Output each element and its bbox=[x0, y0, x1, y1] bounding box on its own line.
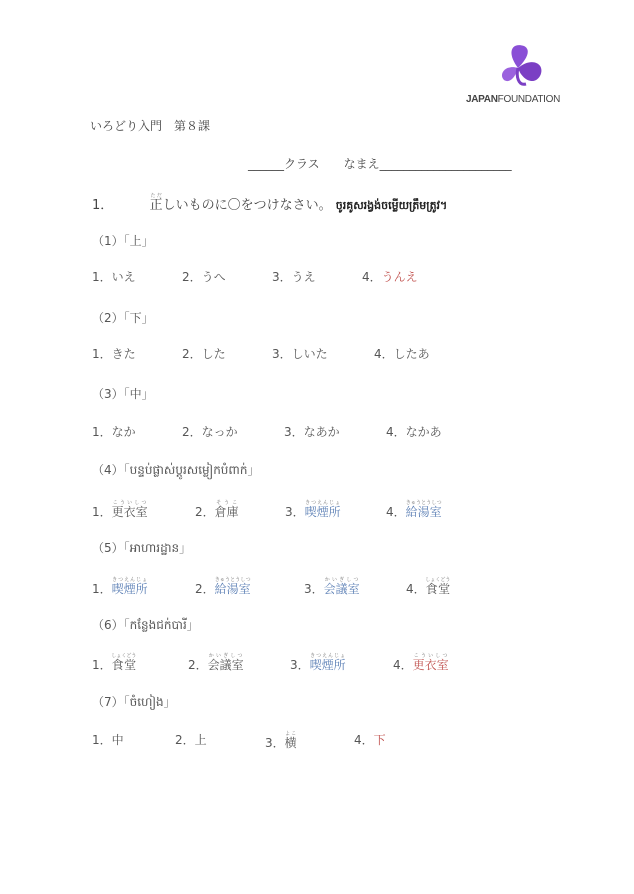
option-text: 給湯室きゅうとうしつ bbox=[405, 500, 442, 519]
answer-option[interactable] bbox=[195, 577, 251, 597]
item-label: （1）「上」 bbox=[92, 234, 154, 248]
lesson-title: いろどり入門 第８課 bbox=[90, 119, 211, 133]
answer-option[interactable] bbox=[175, 731, 207, 748]
item-label: （4）「បន្ទប់ផ្លាស់ប្ដូរសម្លៀកបំពាក់」 bbox=[92, 463, 260, 477]
answer-option[interactable] bbox=[362, 268, 418, 285]
option-text: なかあ bbox=[405, 425, 442, 439]
answer-option[interactable] bbox=[265, 731, 297, 751]
option-number: 1． bbox=[92, 270, 112, 284]
option-text: 食堂しょくどう bbox=[425, 577, 451, 596]
option-text: 喫煙所きつえんじょ bbox=[111, 577, 148, 596]
option-number: 1． bbox=[92, 733, 112, 747]
option-number: 3． bbox=[265, 736, 285, 750]
answer-option[interactable] bbox=[393, 653, 449, 673]
answer-option[interactable] bbox=[188, 653, 244, 673]
answer-option[interactable] bbox=[354, 731, 386, 748]
item-label: （7）「ចំហៀង」 bbox=[92, 695, 176, 709]
japan-foundation-logo bbox=[466, 42, 561, 108]
option-number: 2． bbox=[182, 425, 202, 439]
option-text: 喫煙所きつえんじょ bbox=[304, 500, 341, 519]
option-text: 会議室かいぎしつ bbox=[323, 577, 360, 596]
option-number: 3． bbox=[272, 270, 292, 284]
option-text: うへ bbox=[201, 270, 226, 284]
option-text: なか bbox=[111, 425, 136, 439]
option-text: 下 bbox=[373, 733, 386, 747]
option-text: 喫煙所きつえんじょ bbox=[309, 653, 346, 672]
option-text: 倉庫そうこ bbox=[214, 500, 239, 519]
option-text: うえ bbox=[291, 270, 316, 284]
option-text: 給湯室きゅうとうしつ bbox=[214, 577, 251, 596]
option-number: 2． bbox=[195, 505, 215, 519]
item-label: （2）「下」 bbox=[92, 311, 154, 325]
class-name-line: ______クラス なまえ______________________ bbox=[248, 157, 512, 171]
option-text: 会議室かいぎしつ bbox=[207, 653, 244, 672]
option-number: 1． bbox=[92, 347, 112, 361]
answer-option[interactable] bbox=[92, 731, 124, 748]
option-number: 4． bbox=[406, 582, 426, 596]
answer-option[interactable] bbox=[290, 653, 346, 673]
option-number: 4． bbox=[393, 658, 413, 672]
option-number: 4． bbox=[354, 733, 374, 747]
question-number: 1． bbox=[92, 198, 114, 213]
logo-text: JAPANFOUNDATION bbox=[466, 94, 561, 105]
item-label: （6）「កន្លែងជក់បារី」 bbox=[92, 618, 199, 632]
item-label: （5）「អាហារដ្ឋាន」 bbox=[92, 541, 192, 555]
answer-option[interactable] bbox=[92, 345, 136, 362]
option-number: 4． bbox=[362, 270, 382, 284]
answer-option[interactable] bbox=[92, 268, 136, 285]
option-text: 更衣室こういしつ bbox=[111, 500, 148, 519]
answer-option[interactable] bbox=[386, 500, 442, 520]
option-text: した bbox=[201, 347, 226, 361]
answer-option[interactable] bbox=[92, 500, 148, 520]
answer-option[interactable] bbox=[182, 268, 226, 285]
option-text: したあ bbox=[393, 347, 430, 361]
option-text: なあか bbox=[303, 425, 340, 439]
answer-option[interactable] bbox=[284, 423, 340, 440]
option-number: 3． bbox=[304, 582, 324, 596]
option-text: なっか bbox=[201, 425, 238, 439]
option-number: 4． bbox=[386, 505, 406, 519]
answer-option[interactable] bbox=[285, 500, 341, 520]
option-number: 3． bbox=[290, 658, 310, 672]
option-text: いえ bbox=[111, 270, 136, 284]
answer-option[interactable] bbox=[92, 577, 148, 597]
option-number: 2． bbox=[182, 347, 202, 361]
furigana-word: 正ただ bbox=[149, 193, 163, 213]
option-text: 上 bbox=[194, 733, 207, 747]
option-number: 2． bbox=[195, 582, 215, 596]
option-text: 横よこ bbox=[284, 731, 297, 750]
option-text: しいた bbox=[291, 347, 328, 361]
item-label: （3）「中」 bbox=[92, 387, 154, 401]
answer-option[interactable] bbox=[92, 653, 136, 673]
answer-option[interactable] bbox=[182, 423, 238, 440]
answer-option[interactable] bbox=[272, 345, 328, 362]
butterfly-icon bbox=[496, 42, 546, 92]
option-number: 3． bbox=[285, 505, 305, 519]
option-text: 更衣室こういしつ bbox=[412, 653, 449, 672]
option-text: 中 bbox=[111, 733, 124, 747]
instruction-text: しいものに〇をつけなさい。 bbox=[162, 198, 332, 213]
option-number: 2． bbox=[188, 658, 208, 672]
answer-option[interactable] bbox=[386, 423, 442, 440]
answer-option[interactable] bbox=[374, 345, 430, 362]
answer-option[interactable] bbox=[195, 500, 239, 520]
answer-option[interactable] bbox=[304, 577, 360, 597]
option-number: 2． bbox=[182, 270, 202, 284]
option-text: きた bbox=[111, 347, 136, 361]
option-text: 食堂しょくどう bbox=[111, 653, 137, 672]
option-number: 1． bbox=[92, 582, 112, 596]
answer-option[interactable] bbox=[182, 345, 226, 362]
option-number: 4． bbox=[386, 425, 406, 439]
instruction-khmer: ចូរគូសរង្វង់ចម្លើយត្រឹមត្រូវ។ bbox=[335, 199, 448, 212]
option-number: 4． bbox=[374, 347, 394, 361]
option-number: 3． bbox=[284, 425, 304, 439]
option-text: うんえ bbox=[381, 270, 418, 284]
option-number: 1． bbox=[92, 425, 112, 439]
answer-option[interactable] bbox=[406, 577, 450, 597]
question-instruction bbox=[92, 193, 447, 215]
answer-option[interactable] bbox=[92, 423, 136, 440]
option-number: 3． bbox=[272, 347, 292, 361]
option-number: 1． bbox=[92, 658, 112, 672]
option-number: 2． bbox=[175, 733, 195, 747]
answer-option[interactable] bbox=[272, 268, 316, 285]
option-number: 1． bbox=[92, 505, 112, 519]
